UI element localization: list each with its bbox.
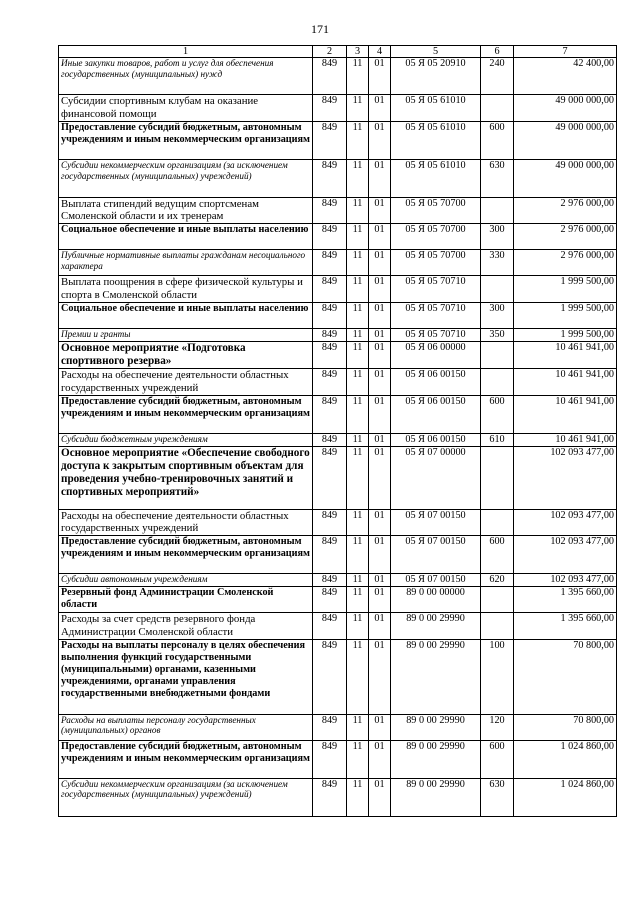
row-subsection-cell: 01 <box>369 58 391 95</box>
table-row <box>59 302 617 328</box>
row-target-article-cell: 05 Я 06 00150 <box>391 433 481 446</box>
row-target-article-cell: 05 Я 05 70710 <box>391 328 481 341</box>
row-section-cell: 11 <box>347 395 369 433</box>
row-expense-type-cell: 620 <box>481 574 514 587</box>
table-row <box>59 778 617 816</box>
column-header: 2 <box>313 46 347 58</box>
table-row <box>59 509 617 535</box>
row-target-article-cell: 05 Я 07 00150 <box>391 509 481 535</box>
row-name-cell: Расходы на выплаты персоналу государственных (муниципальных) органов <box>59 714 313 740</box>
row-subsection-cell: 01 <box>369 509 391 535</box>
row-section-cell: 11 <box>347 95 369 121</box>
row-amount-cell: 2 976 000,00 <box>514 197 617 223</box>
row-amount-cell: 10 461 941,00 <box>514 395 617 433</box>
row-expense-type-cell <box>481 276 514 302</box>
row-expense-type-cell: 610 <box>481 433 514 446</box>
row-expense-type-cell: 630 <box>481 159 514 197</box>
row-subsection-cell: 01 <box>369 197 391 223</box>
table-row <box>59 714 617 740</box>
row-subsection-cell: 01 <box>369 778 391 816</box>
row-subsection-cell: 01 <box>369 714 391 740</box>
row-code-cell: 849 <box>313 58 347 95</box>
row-expense-type-cell: 240 <box>481 58 514 95</box>
row-subsection-cell: 01 <box>369 587 391 613</box>
row-expense-type-cell <box>481 446 514 509</box>
row-target-article-cell: 89 0 00 29990 <box>391 714 481 740</box>
row-code-cell: 849 <box>313 536 347 574</box>
row-section-cell: 11 <box>347 587 369 613</box>
row-subsection-cell: 01 <box>369 121 391 159</box>
row-section-cell: 11 <box>347 276 369 302</box>
row-section-cell: 11 <box>347 250 369 276</box>
row-name-cell: Публичные нормативные выплаты гражданам несоциального характера <box>59 250 313 276</box>
table-row <box>59 395 617 433</box>
row-amount-cell: 10 461 941,00 <box>514 341 617 368</box>
row-expense-type-cell: 600 <box>481 740 514 778</box>
row-target-article-cell: 05 Я 05 70700 <box>391 250 481 276</box>
row-name-cell: Расходы на выплаты персоналу в целях обеспечения выполнения функций государственными (муниципальными) органами, казенными учреждениями, органами управления государственными внебюджетными фондами <box>59 639 313 714</box>
table-row <box>59 121 617 159</box>
row-section-cell: 11 <box>347 302 369 328</box>
row-subsection-cell: 01 <box>369 433 391 446</box>
column-header: 3 <box>347 46 369 58</box>
row-code-cell: 849 <box>313 121 347 159</box>
row-section-cell: 11 <box>347 369 369 395</box>
row-amount-cell: 10 461 941,00 <box>514 369 617 395</box>
row-amount-cell: 1 395 660,00 <box>514 613 617 639</box>
row-target-article-cell: 05 Я 06 00150 <box>391 395 481 433</box>
row-name-cell: Основное мероприятие «Обеспечение свободного доступа к закрытым спортивным объектам для проведения учебно-тренировочных занятий и спортивных мероприятий» <box>59 446 313 509</box>
row-code-cell: 849 <box>313 276 347 302</box>
row-subsection-cell: 01 <box>369 369 391 395</box>
row-amount-cell: 2 976 000,00 <box>514 250 617 276</box>
row-amount-cell: 1 024 860,00 <box>514 740 617 778</box>
row-subsection-cell: 01 <box>369 159 391 197</box>
table-row <box>59 197 617 223</box>
row-section-cell: 11 <box>347 509 369 535</box>
row-section-cell: 11 <box>347 740 369 778</box>
row-section-cell: 11 <box>347 714 369 740</box>
row-section-cell: 11 <box>347 159 369 197</box>
row-name-cell: Предоставление субсидий бюджетным, автономным учреждениям и иным некоммерческим организациям <box>59 740 313 778</box>
column-header: 6 <box>481 46 514 58</box>
page-number: 171 <box>311 22 329 36</box>
row-amount-cell: 2 976 000,00 <box>514 224 617 250</box>
row-target-article-cell: 05 Я 05 70710 <box>391 276 481 302</box>
row-name-cell: Субсидии спортивным клубам на оказание финансовой помощи <box>59 95 313 121</box>
row-section-cell: 11 <box>347 613 369 639</box>
row-target-article-cell: 05 Я 05 70700 <box>391 197 481 223</box>
row-target-article-cell: 89 0 00 29990 <box>391 778 481 816</box>
table-row <box>59 341 617 368</box>
row-expense-type-cell: 300 <box>481 302 514 328</box>
row-target-article-cell: 05 Я 05 20910 <box>391 58 481 95</box>
table-header-row <box>59 46 617 58</box>
row-section-cell: 11 <box>347 433 369 446</box>
row-expense-type-cell <box>481 197 514 223</box>
row-name-cell: Расходы за счет средств резервного фонда Администрации Смоленской области <box>59 613 313 639</box>
row-amount-cell: 102 093 477,00 <box>514 536 617 574</box>
row-section-cell: 11 <box>347 639 369 714</box>
row-code-cell: 849 <box>313 639 347 714</box>
row-amount-cell: 70 800,00 <box>514 639 617 714</box>
row-code-cell: 849 <box>313 369 347 395</box>
table-row <box>59 159 617 197</box>
row-code-cell: 849 <box>313 197 347 223</box>
row-amount-cell: 49 000 000,00 <box>514 159 617 197</box>
row-amount-cell: 49 000 000,00 <box>514 95 617 121</box>
row-target-article-cell: 05 Я 05 70700 <box>391 224 481 250</box>
row-subsection-cell: 01 <box>369 276 391 302</box>
row-section-cell: 11 <box>347 224 369 250</box>
table-row <box>59 276 617 302</box>
row-target-article-cell: 05 Я 06 00150 <box>391 369 481 395</box>
row-code-cell: 849 <box>313 433 347 446</box>
row-amount-cell: 1 999 500,00 <box>514 302 617 328</box>
row-amount-cell: 49 000 000,00 <box>514 121 617 159</box>
row-target-article-cell: 05 Я 07 00150 <box>391 536 481 574</box>
row-name-cell: Социальное обеспечение и иные выплаты населению <box>59 302 313 328</box>
row-amount-cell: 1 999 500,00 <box>514 328 617 341</box>
row-target-article-cell: 89 0 00 29990 <box>391 740 481 778</box>
row-target-article-cell: 89 0 00 00000 <box>391 587 481 613</box>
row-subsection-cell: 01 <box>369 639 391 714</box>
row-code-cell: 849 <box>313 613 347 639</box>
row-name-cell: Выплата стипендий ведущим спортсменам Смоленской области и их тренерам <box>59 197 313 223</box>
row-subsection-cell: 01 <box>369 613 391 639</box>
row-subsection-cell: 01 <box>369 95 391 121</box>
column-header: 1 <box>59 46 313 58</box>
table-row <box>59 536 617 574</box>
row-name-cell: Премии и гранты <box>59 328 313 341</box>
row-code-cell: 849 <box>313 341 347 368</box>
row-name-cell: Субсидии автономным учреждениям <box>59 574 313 587</box>
row-code-cell: 849 <box>313 509 347 535</box>
column-header: 7 <box>514 46 617 58</box>
row-subsection-cell: 01 <box>369 328 391 341</box>
row-subsection-cell: 01 <box>369 224 391 250</box>
table-row <box>59 574 617 587</box>
row-expense-type-cell: 330 <box>481 250 514 276</box>
row-expense-type-cell <box>481 587 514 613</box>
row-section-cell: 11 <box>347 574 369 587</box>
row-code-cell: 849 <box>313 714 347 740</box>
row-name-cell: Предоставление субсидий бюджетным, автономным учреждениям и иным некоммерческим организациям <box>59 536 313 574</box>
row-subsection-cell: 01 <box>369 250 391 276</box>
row-target-article-cell: 05 Я 06 00000 <box>391 341 481 368</box>
row-name-cell: Социальное обеспечение и иные выплаты населению <box>59 224 313 250</box>
row-section-cell: 11 <box>347 58 369 95</box>
row-name-cell: Субсидии бюджетным учреждениям <box>59 433 313 446</box>
row-code-cell: 849 <box>313 574 347 587</box>
row-section-cell: 11 <box>347 341 369 368</box>
table-row <box>59 613 617 639</box>
table-row <box>59 740 617 778</box>
row-code-cell: 849 <box>313 778 347 816</box>
row-name-cell: Основное мероприятие «Подготовка спортивного резерва» <box>59 341 313 368</box>
row-subsection-cell: 01 <box>369 740 391 778</box>
row-expense-type-cell <box>481 369 514 395</box>
row-name-cell: Резервный фонд Администрации Смоленской области <box>59 587 313 613</box>
row-subsection-cell: 01 <box>369 446 391 509</box>
column-header: 4 <box>369 46 391 58</box>
row-expense-type-cell <box>481 613 514 639</box>
row-subsection-cell: 01 <box>369 395 391 433</box>
row-amount-cell: 102 093 477,00 <box>514 446 617 509</box>
row-code-cell: 849 <box>313 740 347 778</box>
row-expense-type-cell: 600 <box>481 395 514 433</box>
row-section-cell: 11 <box>347 536 369 574</box>
column-header: 5 <box>391 46 481 58</box>
table-row <box>59 250 617 276</box>
row-expense-type-cell: 100 <box>481 639 514 714</box>
row-target-article-cell: 89 0 00 29990 <box>391 613 481 639</box>
row-subsection-cell: 01 <box>369 341 391 368</box>
row-code-cell: 849 <box>313 395 347 433</box>
row-expense-type-cell <box>481 95 514 121</box>
row-name-cell: Предоставление субсидий бюджетным, автономным учреждениям и иным некоммерческим организациям <box>59 395 313 433</box>
row-amount-cell: 1 024 860,00 <box>514 778 617 816</box>
row-expense-type-cell <box>481 341 514 368</box>
row-target-article-cell: 05 Я 07 00150 <box>391 574 481 587</box>
row-target-article-cell: 05 Я 07 00000 <box>391 446 481 509</box>
row-section-cell: 11 <box>347 197 369 223</box>
row-target-article-cell: 89 0 00 29990 <box>391 639 481 714</box>
row-amount-cell: 102 093 477,00 <box>514 574 617 587</box>
row-section-cell: 11 <box>347 446 369 509</box>
row-code-cell: 849 <box>313 328 347 341</box>
row-code-cell: 849 <box>313 446 347 509</box>
row-code-cell: 849 <box>313 224 347 250</box>
row-code-cell: 849 <box>313 159 347 197</box>
row-expense-type-cell: 600 <box>481 121 514 159</box>
row-name-cell: Выплата поощрения в сфере физической культуры и спорта в Смоленской области <box>59 276 313 302</box>
row-expense-type-cell: 350 <box>481 328 514 341</box>
table-row <box>59 224 617 250</box>
row-name-cell: Расходы на обеспечение деятельности областных государственных учреждений <box>59 369 313 395</box>
table-row <box>59 433 617 446</box>
row-subsection-cell: 01 <box>369 574 391 587</box>
budget-table <box>58 45 617 817</box>
table-row <box>59 446 617 509</box>
row-target-article-cell: 05 Я 05 70710 <box>391 302 481 328</box>
row-amount-cell: 42 400,00 <box>514 58 617 95</box>
row-expense-type-cell: 120 <box>481 714 514 740</box>
row-target-article-cell: 05 Я 05 61010 <box>391 159 481 197</box>
row-section-cell: 11 <box>347 778 369 816</box>
row-subsection-cell: 01 <box>369 302 391 328</box>
row-subsection-cell: 01 <box>369 536 391 574</box>
table-row <box>59 95 617 121</box>
row-amount-cell: 102 093 477,00 <box>514 509 617 535</box>
row-expense-type-cell: 630 <box>481 778 514 816</box>
row-name-cell: Предоставление субсидий бюджетным, автономным учреждениям и иным некоммерческим организациям <box>59 121 313 159</box>
row-amount-cell: 70 800,00 <box>514 714 617 740</box>
row-name-cell: Субсидии некоммерческим организациям (за исключением государственных (муниципальных) учреждений) <box>59 778 313 816</box>
row-code-cell: 849 <box>313 587 347 613</box>
row-amount-cell: 1 999 500,00 <box>514 276 617 302</box>
row-section-cell: 11 <box>347 328 369 341</box>
row-name-cell: Субсидии некоммерческим организациям (за исключением государственных (муниципальных) учреждений) <box>59 159 313 197</box>
row-amount-cell: 10 461 941,00 <box>514 433 617 446</box>
table-row <box>59 639 617 714</box>
row-name-cell: Иные закупки товаров, работ и услуг для обеспечения государственных (муниципальных) нужд <box>59 58 313 95</box>
row-expense-type-cell <box>481 509 514 535</box>
row-code-cell: 849 <box>313 302 347 328</box>
table-row <box>59 58 617 95</box>
row-expense-type-cell: 600 <box>481 536 514 574</box>
row-code-cell: 849 <box>313 95 347 121</box>
table-row <box>59 369 617 395</box>
table-row <box>59 328 617 341</box>
row-code-cell: 849 <box>313 250 347 276</box>
row-target-article-cell: 05 Я 05 61010 <box>391 121 481 159</box>
row-amount-cell: 1 395 660,00 <box>514 587 617 613</box>
row-expense-type-cell: 300 <box>481 224 514 250</box>
table-row <box>59 587 617 613</box>
row-target-article-cell: 05 Я 05 61010 <box>391 95 481 121</box>
row-section-cell: 11 <box>347 121 369 159</box>
row-name-cell: Расходы на обеспечение деятельности областных государственных учреждений <box>59 509 313 535</box>
